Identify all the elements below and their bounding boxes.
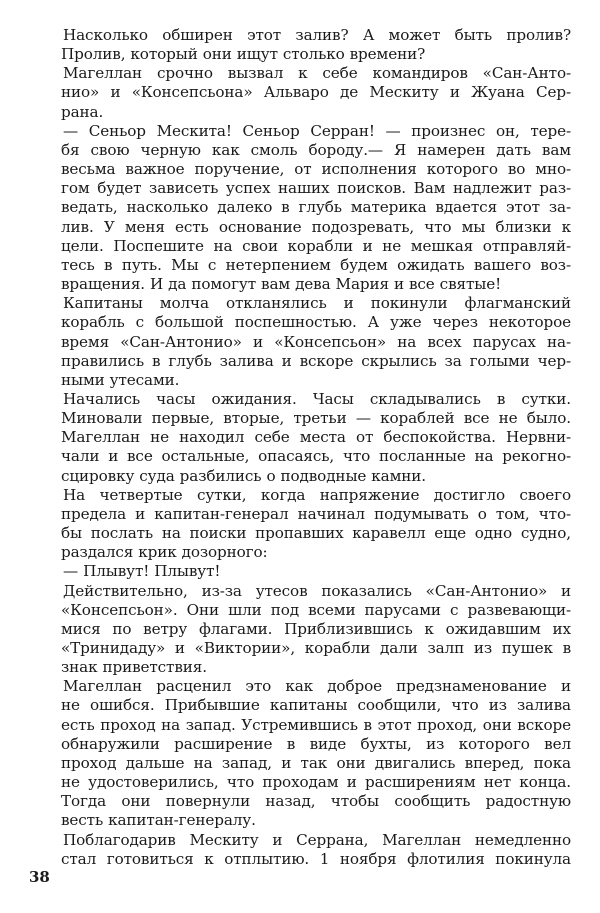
text-line: бя свою черную как смоль бороду.— Я намерен дать вам	[61, 140, 571, 159]
text-line: Капитаны молча откланялись и покинули флагманский	[63, 294, 571, 313]
text-line: Насколько обширен этот залив? А может быть пролив?	[63, 26, 571, 44]
text-line: — Сеньор Мескита! Сеньор Серран! — произнес он, тере-	[63, 121, 571, 140]
paragraph	[59, 294, 571, 390]
text-line: «Консепсьон». Они шли под всеми парусами с развевающи-	[61, 600, 571, 619]
paragraph	[59, 677, 571, 830]
text-line: «Тринидаду» и «Виктории», корабли дали залп из пушек в	[61, 639, 571, 657]
text-line: нио» и «Консепсьона» Альваро де Мескиту и Жуана Сер-	[61, 83, 571, 102]
text-line: корабль с большой поспешностью. А уже через некоторое	[61, 313, 571, 332]
text-line: вращения. И да помогут вам дева Мария и все святые!	[61, 275, 502, 294]
paragraph	[59, 831, 571, 869]
text-line: не удостоверились, что проходам и расширениям нет конца.	[61, 773, 571, 792]
text-line: раздался крик дозорного:	[61, 543, 268, 562]
text-line: Миновали первые, вторые, третьи — кораблей все не было.	[61, 409, 571, 428]
page-number: 38	[29, 868, 50, 886]
text-line: Поблагодарив Мескиту и Серрана, Магеллан немедленно	[63, 830, 571, 849]
paragraph	[59, 122, 571, 294]
text-line: Действительно, из-за утесов показались «Сан-Антонио» и	[63, 581, 571, 600]
text-line: стал готовиться к отплытию. 1 ноября флотилия покинула	[61, 849, 571, 868]
text-line: чали и все остальные, опасаясь, что посланные на рекогно-	[61, 447, 571, 466]
text-line: не ошибся. Прибывшие капитаны сообщили, что из залива	[61, 696, 571, 715]
text-line: гом будет зависеть успех наших поисков. Вам надлежит раз-	[61, 179, 571, 198]
text-line: ведать, насколько далеко в глубь материка вдается этот за-	[61, 198, 571, 217]
text-line: Магеллан срочно вызвал к себе командиров «Сан-Анто-	[63, 64, 571, 83]
text-line: сцировку суда разбились о подводные камни.	[61, 466, 426, 485]
paragraph	[59, 486, 571, 563]
text-line: весть капитан-генералу.	[61, 811, 256, 830]
text-line: — Плывут! Плывут!	[63, 562, 221, 581]
text-line: На четвертые сутки, когда напряжение достигло своего	[63, 485, 571, 504]
paragraph	[59, 562, 571, 581]
text-line: правились в глубь залива и вскоре скрылись за голыми чер-	[61, 351, 571, 370]
text-line: время «Сан-Антонио» и «Консепсьон» на всех парусах на-	[61, 332, 571, 351]
paragraph	[59, 64, 571, 121]
text-line: тесь в путь. Мы с нетерпением будем ожидать вашего воз-	[61, 255, 571, 274]
text-line: предела и капитан-генерал начинал подумывать о том, что-	[61, 504, 571, 523]
text-line: ными утесами.	[61, 370, 180, 389]
text-line: цели. Поспешите на свои корабли и не мешкая отправляй-	[61, 236, 571, 255]
text-line: Магеллан не находил себе места от беспокойства. Нервни-	[61, 428, 571, 447]
text-line: Начались часы ожидания. Часы складывались в сутки.	[63, 389, 571, 408]
paragraph	[59, 26, 571, 64]
text-line: знак приветствия.	[61, 658, 207, 677]
text-line: Пролив, который они ищут столько времени?	[61, 45, 426, 64]
text-line: мися по ветру флагами. Приблизившись к ожидавшим их	[61, 619, 571, 638]
text-line: рана.	[61, 102, 104, 121]
text-line: есть проход на запад. Устремившись в этот проход, они вскоре	[61, 715, 571, 734]
text-line: Магеллан расценил это как доброе предзнаменование и	[63, 677, 571, 696]
text-line: весьма важное поручение, от исполнения которого во мно-	[61, 160, 571, 179]
paragraph	[59, 390, 571, 486]
text-line: Тогда они повернули назад, чтобы сообщить радостную	[61, 792, 571, 811]
text-line: лив. У меня есть основание подозревать, что мы близки к	[61, 217, 571, 236]
paragraph	[59, 582, 571, 678]
book-page-text	[59, 26, 571, 869]
text-line: обнаружили расширение в виде бухты, из которого вел	[61, 734, 571, 753]
text-line: бы послать на поиски пропавших каравелл еще одно судно,	[61, 524, 571, 543]
text-line: проход дальше на запад, и так они двигались вперед, пока	[61, 753, 571, 772]
